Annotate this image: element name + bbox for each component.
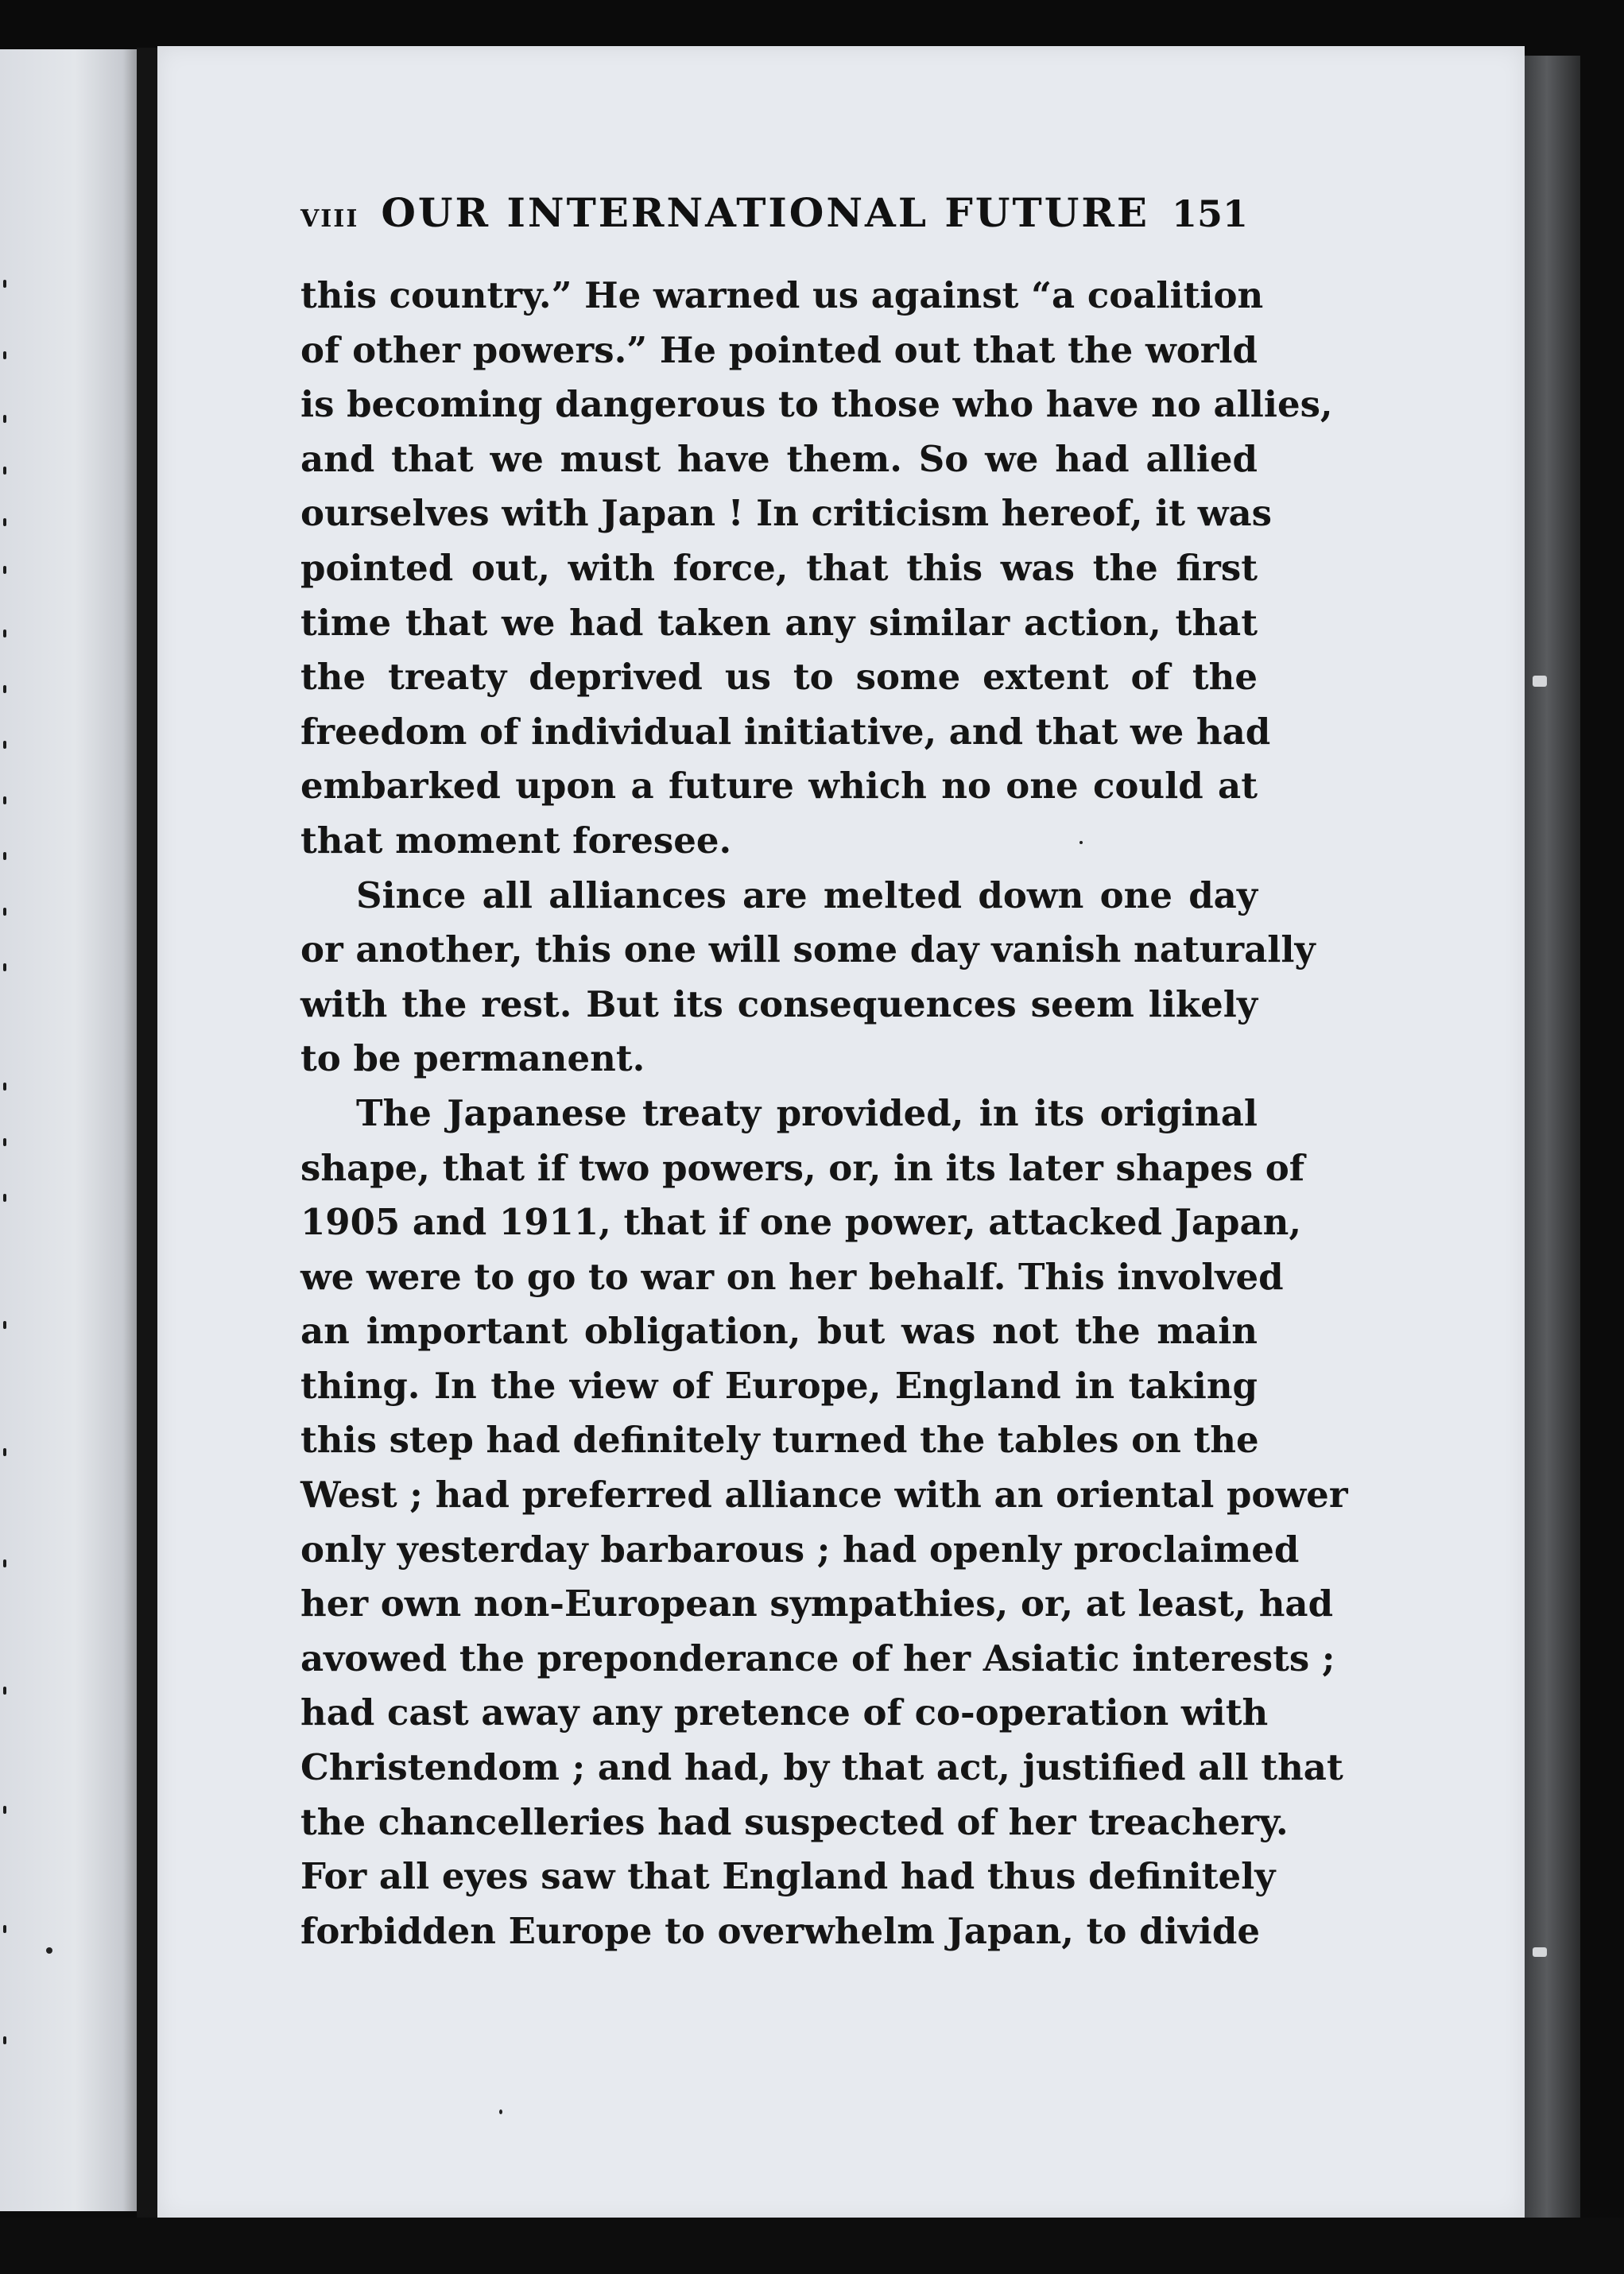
text-line: or another, this one will some day vanish naturally <box>300 928 1316 971</box>
text-line: Since all alliances are melted down one day <box>356 874 1258 916</box>
chapter-number: VIII <box>300 205 359 233</box>
text-line: is becoming dangerous to those who have no allies, <box>300 383 1333 426</box>
text-line: pointed out, with force, that this was the first <box>300 546 1258 589</box>
paragraph <box>300 869 1316 1087</box>
text-line: her own non-European sympathies, or, at least, had <box>300 1583 1334 1625</box>
running-head <box>300 189 1248 237</box>
text-line: an important obligation, but was not the main <box>300 1310 1258 1353</box>
text-line: this step had definitely turned the tables on the <box>300 1419 1259 1462</box>
text-line: 1905 and 1911, that if one power, attacked Japan, <box>300 1201 1302 1244</box>
text-line: only yesterday barbarous ; had openly proclaimed <box>300 1528 1300 1571</box>
text-line: ourselves with Japan ! In criticism hereof, it was <box>300 492 1272 535</box>
text-line: time that we had taken any similar action, that <box>300 601 1258 644</box>
text-line: with the rest. But its consequences seem likely <box>300 982 1258 1025</box>
running-title: OUR INTERNATIONAL FUTURE <box>381 189 1149 236</box>
paragraph <box>300 269 1333 869</box>
scan-border-bottom <box>0 2218 1624 2274</box>
text-line: shape, that if two powers, or, in its later shapes of <box>300 1146 1305 1189</box>
text-line: the treaty deprived us to some extent of the <box>300 656 1258 699</box>
text-line: freedom of individual initiative, and that we had <box>300 710 1271 753</box>
paragraph <box>300 1087 1348 1959</box>
text-line: The Japanese treaty provided, in its original <box>356 1091 1258 1134</box>
text-line: that moment foresee. <box>300 819 732 862</box>
text-line: and that we must have them. So we had allied <box>300 437 1258 480</box>
text-line: forbidden Europe to overwhelm Japan, to divide <box>300 1909 1261 1952</box>
text-line: West ; had preferred alliance with an oriental power <box>300 1474 1348 1517</box>
text-line: we were to go to war on her behalf. This involved <box>300 1255 1284 1298</box>
page-number: 151 <box>1171 192 1248 235</box>
page-stack-edge <box>1525 56 1580 2218</box>
text-line: thing. In the view of Europe, England in taking <box>300 1364 1258 1407</box>
text-line: Christendom ; and had, by that act, justified all that <box>300 1746 1343 1789</box>
body-text <box>300 269 1348 1958</box>
ink-speck <box>46 1947 52 1954</box>
text-line: this country.” He warned us against “a coalition <box>300 274 1264 316</box>
text-line: For all eyes saw that England had thus definitely <box>300 1855 1276 1898</box>
text-line: embarked upon a future which no one could at <box>300 765 1258 808</box>
text-line: of other powers.” He pointed out that the world <box>300 328 1258 371</box>
edge-mark <box>1533 676 1547 687</box>
text-line: to be permanent. <box>300 1037 645 1080</box>
text-line: avowed the preponderance of her Asiatic interests ; <box>300 1637 1335 1679</box>
ink-speck <box>499 2109 502 2114</box>
edge-mark <box>1533 1947 1547 1957</box>
text-line: had cast away any pretence of co-operation with <box>300 1691 1269 1734</box>
facing-page-edge <box>0 49 137 2211</box>
book-gutter <box>137 48 157 2218</box>
text-line: the chancelleries had suspected of her treachery. <box>300 1800 1289 1843</box>
